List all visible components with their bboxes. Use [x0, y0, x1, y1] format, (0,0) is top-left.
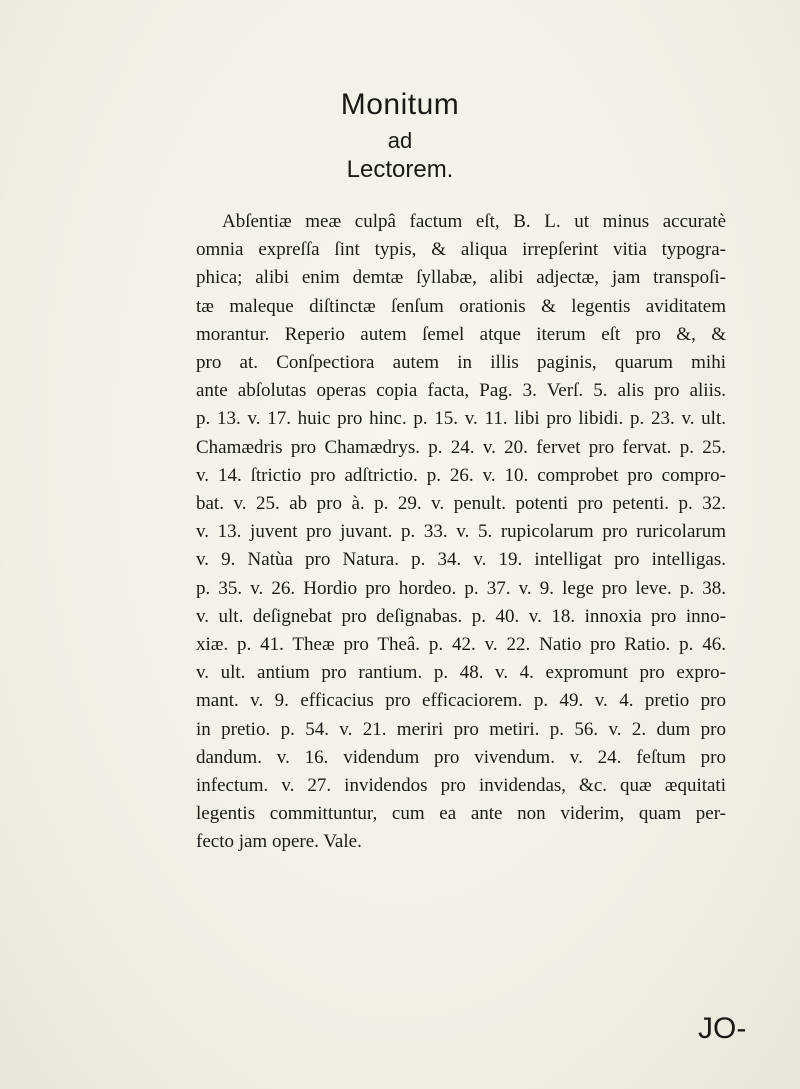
- text-line: tæ maleque diſtinctæ ſenſum orationis & legentis aviditatem: [196, 295, 726, 317]
- heading-monitum: Monitum: [340, 88, 460, 121]
- text-line: fecto jam opere. Vale.: [196, 831, 362, 853]
- text-line: p. 13. v. 17. huic pro hinc. p. 15. v. 11. libi pro libidi. p. 23. v. ult.: [196, 408, 726, 430]
- text-line: v. 9. Natùa pro Natura. p. 34. v. 19. intelligat pro intelligas.: [196, 549, 726, 571]
- text-line: v. 14. ſtrictio pro adſtrictio. p. 26. v. 10. comprobet pro compro-: [196, 464, 726, 486]
- text-line: Chamædris pro Chamædrys. p. 24. v. 20. fervet pro fervat. p. 25.: [196, 436, 726, 458]
- text-line: omnia expreſſa ſint typis, & aliqua irrepſerint vitia typogra-: [196, 239, 726, 261]
- text-line: v. ult. antium pro rantium. p. 48. v. 4. expromunt pro expro-: [196, 662, 726, 684]
- text-line: morantur. Reperio autem ſemel atque iterum eſt pro &, &: [196, 323, 726, 345]
- text-line: Abſentiæ meæ culpâ factum eſt, B. L. ut minus accuratè: [222, 211, 726, 232]
- text-line: xiæ. p. 41. Theæ pro Theâ. p. 42. v. 22. Natio pro Ratio. p. 46.: [196, 634, 726, 656]
- text-line: ante abſolutas operas copia facta, Pag. 3. Verſ. 5. alis pro aliis.: [196, 380, 726, 402]
- text-line: phica; alibi enim demtæ ſyllabæ, alibi adjectæ, jam transpoſi-: [196, 267, 726, 289]
- text-line: mant. v. 9. efficacius pro efficaciorem. p. 49. v. 4. pretio pro: [196, 690, 726, 712]
- text-line: infectum. v. 27. invidendos pro invidendas, &c. quæ æquitati: [196, 775, 726, 797]
- text-line: v. 13. juvent pro juvant. p. 33. v. 5. rupicolarum pro ruricolarum: [196, 521, 726, 543]
- text-line: pro at. Conſpectiora autem in illis paginis, quarum mihi: [196, 352, 726, 374]
- text-line: v. ult. deſignebat pro deſignabas. p. 40. v. 18. innoxia pro inno-: [196, 605, 726, 627]
- text-line: p. 35. v. 26. Hordio pro hordeo. p. 37. v. 9. lege pro leve. p. 38.: [196, 577, 726, 599]
- text-line: bat. v. 25. ab pro à. p. 29. v. penult. potenti pro petenti. p. 32.: [196, 493, 726, 515]
- text-line: dandum. v. 16. videndum pro vivendum. v. 24. feſtum pro: [196, 746, 726, 768]
- errata-paragraph: [196, 208, 726, 857]
- text-line: legentis committuntur, cum ea ante non viderim, quam per-: [196, 803, 726, 825]
- heading-ad: ad: [387, 128, 413, 153]
- text-line: in pretio. p. 54. v. 21. meriri pro metiri. p. 56. v. 2. dum pro: [196, 718, 726, 740]
- heading-lectorem: Lectorem.: [346, 156, 454, 183]
- catchword: JO-: [698, 1012, 747, 1045]
